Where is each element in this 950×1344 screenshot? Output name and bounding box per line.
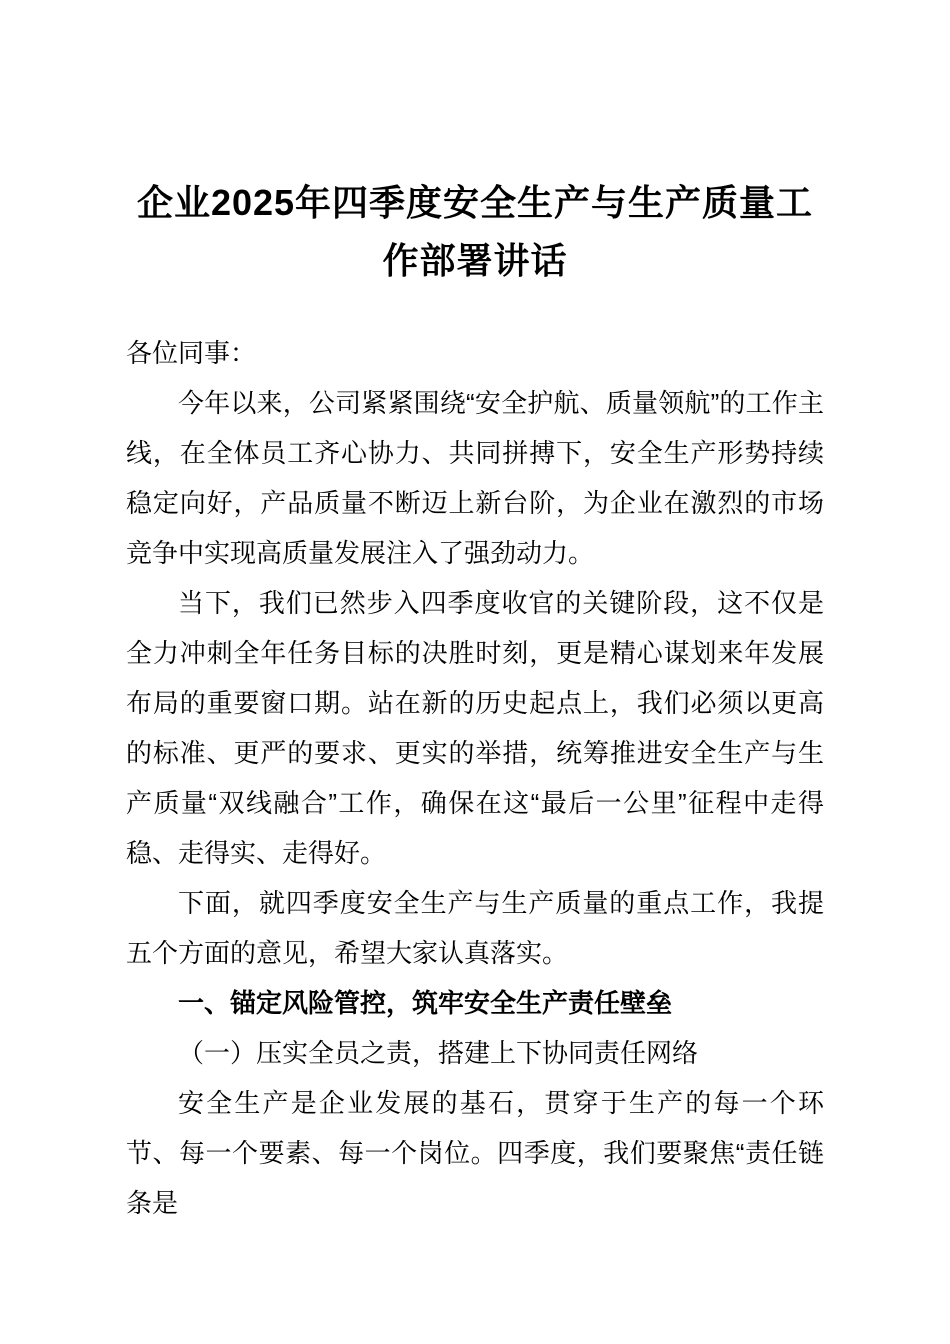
paragraph-five-opinions-lead-in: 下面，就四季度安全生产与生产质量的重点工作，我提五个方面的意见，希望大家认真落实。 [126,888,824,968]
document-title [126,174,824,290]
section-heading-1: 一、锚定风险管控，筑牢安全生产责任壁垒 [178,988,673,1018]
paragraph-intro-year-review: 今年以来，公司紧紧围绕“安全护航、质量领航”的工作主线，在全体员工齐心协力、共同拼搏下，安全生产形势持续稳定向好，产品质量不断迈上新台阶，为企业在激烈的市场竞争中实现高质量发展注入了强劲动力。 [126,388,824,568]
paragraph-current-stage: 当下，我们已然步入四季度收官的关键阶段，这不仅是全力冲刺全年任务目标的决胜时刻，更是精心谋划来年发展布局的重要窗口期。站在新的历史起点上，我们必须以更高的标准、更严的要求、更实的举措，统筹推进安全生产与生产质量“双线融合”工作，确保在这“最后一公里”征程中走得稳、走得实、走得好。 [126,588,824,868]
document-title-text: 企业2025年四季度安全生产与生产质量工作部署讲话 [136,182,814,281]
document-body [126,328,824,1228]
salutation-line: 各位同事： [126,338,257,368]
paragraph-safety-foundation-truncated: 安全生产是企业发展的基石，贯穿于生产的每一个环节、每一个要素、每一个岗位。四季度，我们要聚焦“责任链条是 [126,1088,824,1218]
subsection-heading-1-1: （一）压实全员之责，搭建上下协同责任网络 [178,1038,699,1068]
